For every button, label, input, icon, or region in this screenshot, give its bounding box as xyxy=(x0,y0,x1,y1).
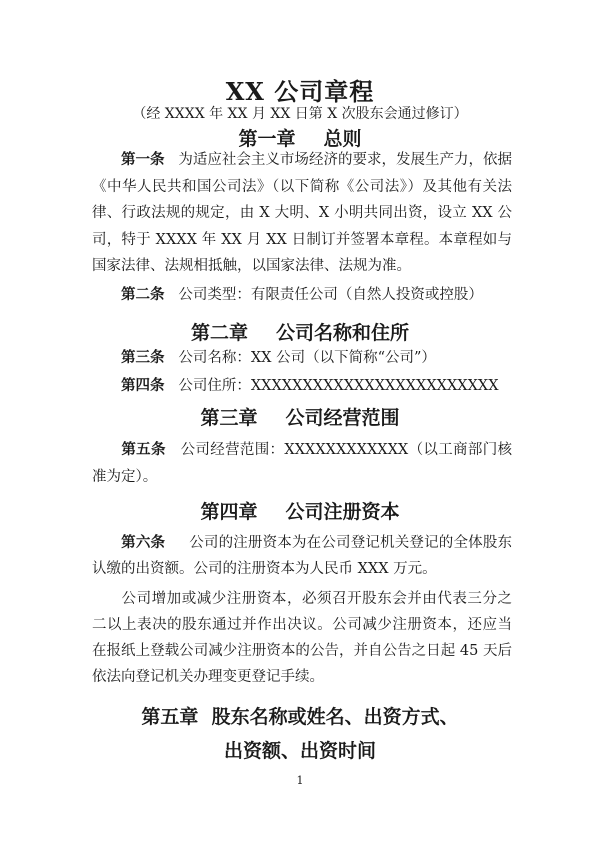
document-subtitle: （经 XXXX 年 XX 月 XX 日第 X 次股东会通过修订） xyxy=(132,106,468,122)
chapter-2-heading xyxy=(0,318,600,345)
article-label: 第六条 xyxy=(121,534,166,551)
chapter-name: 总则 xyxy=(323,128,362,150)
article-text: 公司名称：XX 公司（以下简称“公司”） xyxy=(178,350,436,366)
article-5 xyxy=(92,437,512,490)
article-6-paragraph-2 xyxy=(92,586,512,690)
article-6 xyxy=(92,530,512,582)
article-text: 公司类型：有限责任公司（自然人投资或控股） xyxy=(178,287,483,303)
article-label: 第三条 xyxy=(121,349,165,366)
article-label: 第五条 xyxy=(121,441,166,458)
article-text: 为适应社会主义市场经济的要求，发展生产力，依据《中华人民共和国公司法》（以下简称《公司法》）及其他有关法律、行政法规的规定，由 X 大明、X 小明共同出资，设立 XX 公司，特于 XXXX 年 XX 月 XX 日制订并签署本章程。本章程如与国家法律、法规相抵触，以国家法律、法规为准。 xyxy=(92,152,513,274)
chapter-3-heading xyxy=(0,403,600,430)
document-title: XX 公司章程 xyxy=(225,77,375,106)
chapter-name: 公司经营范围 xyxy=(285,407,400,429)
chapter-4-heading xyxy=(0,497,600,524)
article-3 xyxy=(121,346,436,367)
chapter-number: 第三章 xyxy=(200,407,258,429)
chapter-name: 股东名称或姓名、出资方式、 xyxy=(211,706,459,728)
chapter-5-heading xyxy=(0,702,600,729)
chapter-number: 第五章 xyxy=(141,706,199,728)
chapter-number: 第二章 xyxy=(190,322,248,344)
article-label: 第一条 xyxy=(121,151,165,168)
chapter-5-heading-line-2: 出资额、出资时间 xyxy=(223,740,376,762)
article-label: 第二条 xyxy=(121,286,165,303)
article-text: 公司住所：XXXXXXXXXXXXXXXXXXXXXXXX xyxy=(178,378,499,394)
article-2 xyxy=(121,283,483,304)
chapter-number: 第一章 xyxy=(238,128,296,150)
article-1 xyxy=(92,147,512,280)
article-4 xyxy=(121,374,499,395)
article-text: 公司的注册资本为在公司登记机关登记的全体股东认缴的出资额。公司的注册资本为人民币 XXX 万元。 xyxy=(92,535,513,577)
chapter-name: 公司名称和住所 xyxy=(276,322,410,344)
article-text: 公司经营范围：XXXXXXXXXXXX（以工商部门核准为定）。 xyxy=(92,442,513,485)
chapter-number: 第四章 xyxy=(200,501,258,523)
chapter-name: 公司注册资本 xyxy=(285,501,400,523)
page-number: 1 xyxy=(296,774,304,787)
paragraph-text: 公司增加或减少注册资本，必须召开股东会并由代表三分之二以上表决的股东通过并作出决议。公司减少注册资本，还应当在报纸上登载公司减少注册资本的公告，并自公告之日起 45 天后依法向登记机关办理变更登记手续。 xyxy=(92,591,512,685)
article-label: 第四条 xyxy=(121,377,165,394)
